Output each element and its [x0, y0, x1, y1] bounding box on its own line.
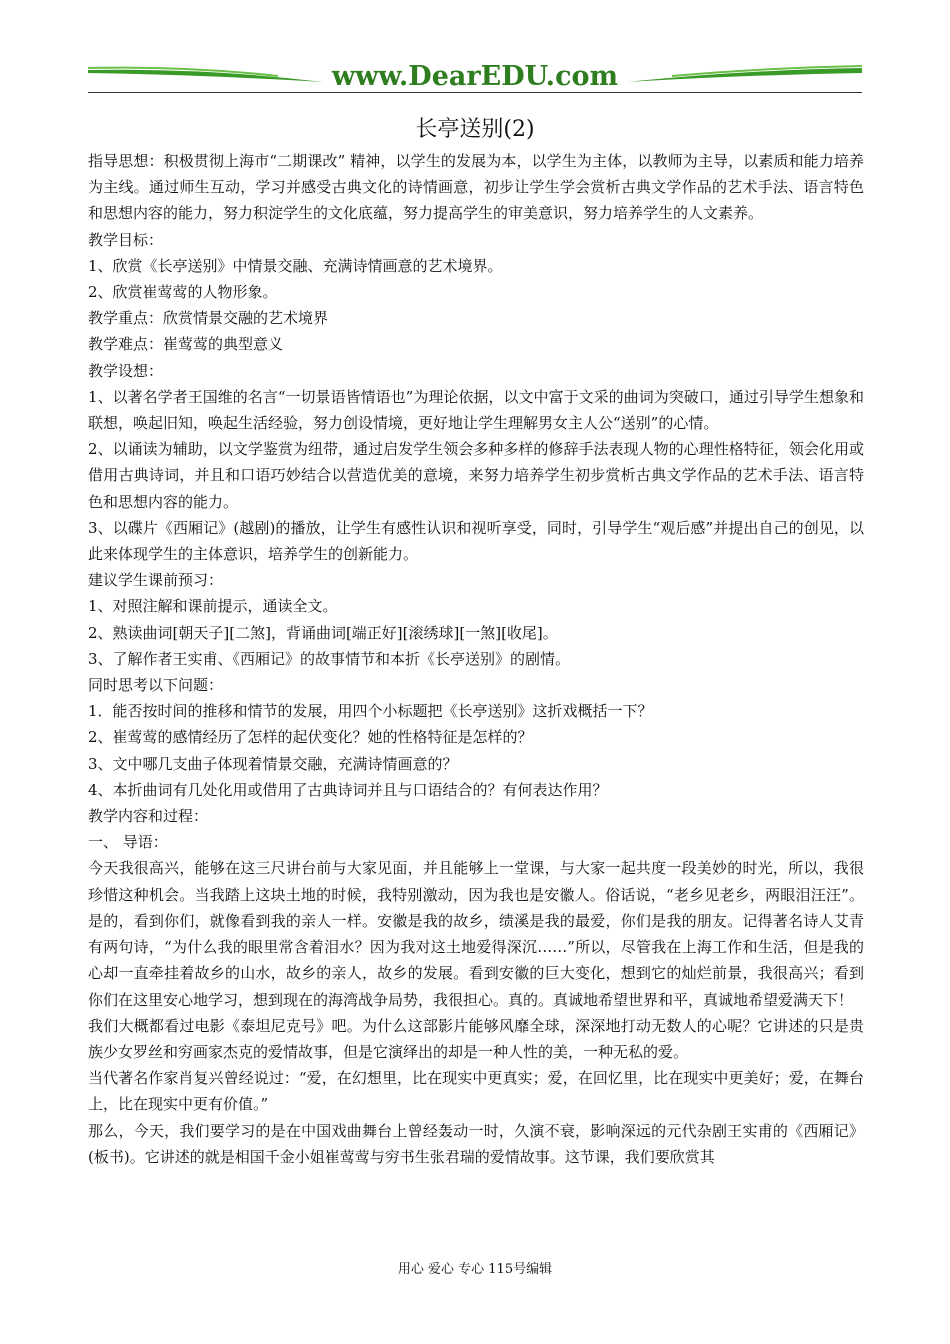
paragraph: 同时思考以下问题： — [88, 676, 224, 695]
paragraph: 我们大概都看过电影《泰坦尼克号》吧。为什么这部影片能够风靡全球，深深地打动无数人的心呢？它讲述的只是贵族少女罗丝和穷画家杰克的爱情故事，但是它演绎出的却是一种人性的美，一种无私的爱。 — [88, 1016, 864, 1061]
paragraph: 1、欣赏《长亭送别》中情景交融、充满诗情画意的艺术境界。 — [88, 256, 503, 275]
paragraph: 2、欣赏崔莺莺的人物形象。 — [88, 283, 278, 302]
paragraph: 3、以碟片《西厢记》(越剧)的播放，让学生有感性认识和视听享受，同时，引导学生“观后感”并提出自己的创见，以此来体现学生的主体意识，培养学生的创新能力。 — [88, 518, 864, 564]
paragraph: 1、以著名学者王国维的名言“一切景语皆情语也”为理论依据，以文中富于文采的曲词为突破口，通过引导学生想象和联想，唤起旧知，唤起生活经验，努力创设情境，更好地让学生理解男女主人公“送别”的心情。 — [88, 387, 864, 433]
paragraph: 2、熟读曲词[朝天子][二煞]，背诵曲词[端正好][滚绣球][一煞][收尾]。 — [88, 623, 558, 642]
paragraph: 今天我很高兴，能够在这三尺讲台前与大家见面，并且能够上一堂课，与大家一起共度一段美妙的时光，所以，我很珍惜这种机会。当我踏上这块土地的时候，我特别激动，因为我也是安徽人。俗话说，“老乡见老乡，两眼泪汪汪”。是的，看到你们，就像看到我的亲人一样。安徽是我的故乡，绩溪是我的最爱，你们是我的朋友。记得著名诗人艾青有两句诗，“为什么我的眼里常含着泪水？因为我对这土地爱得深沉……”所以，尽管我在上海工作和生活，但是我的心却一直牵挂着故乡的山水，故乡的亲人，故乡的发展。看到安徽的巨大变化，想到它的灿烂前景，我很高兴；看到你们在这里安心地学习，想到现在的海湾战争局势，我很担心。真的。真诚地希望世界和平，真诚地希望爱满天下！ — [88, 859, 864, 1009]
document-body — [88, 148, 864, 1170]
page-footer: 用心 爱心 专心 115号编辑 — [397, 1262, 553, 1277]
paragraph: 教学内容和过程： — [88, 807, 209, 826]
paragraph: 1．能否按时间的推移和情节的发展，用四个小标题把《长亭送别》这折戏概括一下？ — [88, 702, 653, 721]
paragraph: 当代著名作家肖复兴曾经说过：“爱，在幻想里，比在现实中更真实；爱，在回忆里，比在现实中更美好；爱，在舞台上，比在现实中更有价值。” — [88, 1069, 864, 1114]
paragraph: 教学目标： — [88, 230, 164, 249]
paragraph: 4、本折曲词有几处化用或借用了古典诗词并且与口语结合的？有何表达作用？ — [88, 780, 608, 799]
paragraph: 指导思想：积极贯彻上海市“二期课改” 精神，以学生的发展为本，以学生为主体，以教师为主导，以素质和能力培养为主线。通过师生互动，学习并感受古典文化的诗情画意，初步让学生学会赏析古典文学作品的艺术手法、语言特色和思想内容的能力，努力积淀学生的文化底蕴，努力提高学生的审美意识，努力培养学生的人文素养。 — [88, 152, 864, 223]
site-logo-text: www.DearEDU.com — [331, 61, 619, 92]
paragraph: 教学设想： — [88, 361, 164, 380]
header-rule — [88, 92, 862, 93]
paragraph: 1、对照注解和课前提示，通读全文。 — [88, 597, 338, 616]
paragraph: 教学重点：欣赏情景交融的艺术境界 — [88, 309, 329, 328]
document-title: 长亭送别(2) — [415, 117, 535, 142]
paragraph: 2、以诵读为辅助，以文学鉴赏为纽带，通过启发学生领会多种多样的修辞手法表现人物的心理性格特征，领会化用或借用古典诗词，并且和口语巧妙结合以营造优美的意境，来努力培养学生初步赏析古典文学作品的艺术手法、语言特色和思想内容的能力。 — [88, 440, 864, 511]
paragraph: 教学难点：崔莺莺的典型意义 — [88, 335, 284, 354]
paragraph: 3、了解作者王实甫、《西厢记》的故事情节和本折《长亭送别》的剧情。 — [88, 649, 571, 668]
paragraph: 建议学生课前预习： — [88, 571, 224, 590]
paragraph: 3、文中哪几支曲子体现着情景交融，充满诗情画意的？ — [88, 754, 458, 773]
paragraph: 那么，今天，我们要学习的是在中国戏曲舞台上曾经轰动一时，久演不衰，影响深远的元代杂剧王实甫的《西厢记》(板书)。它讲述的就是相国千金小姐崔莺莺与穷书生张君瑞的爱情故事。这节课，我们要欣赏其 — [88, 1121, 864, 1166]
site-header-logo — [88, 58, 862, 96]
paragraph: 一、 导语： — [88, 833, 168, 852]
paragraph: 2、崔莺莺的感情经历了怎样的起伏变化？她的性格特征是怎样的？ — [88, 728, 533, 747]
